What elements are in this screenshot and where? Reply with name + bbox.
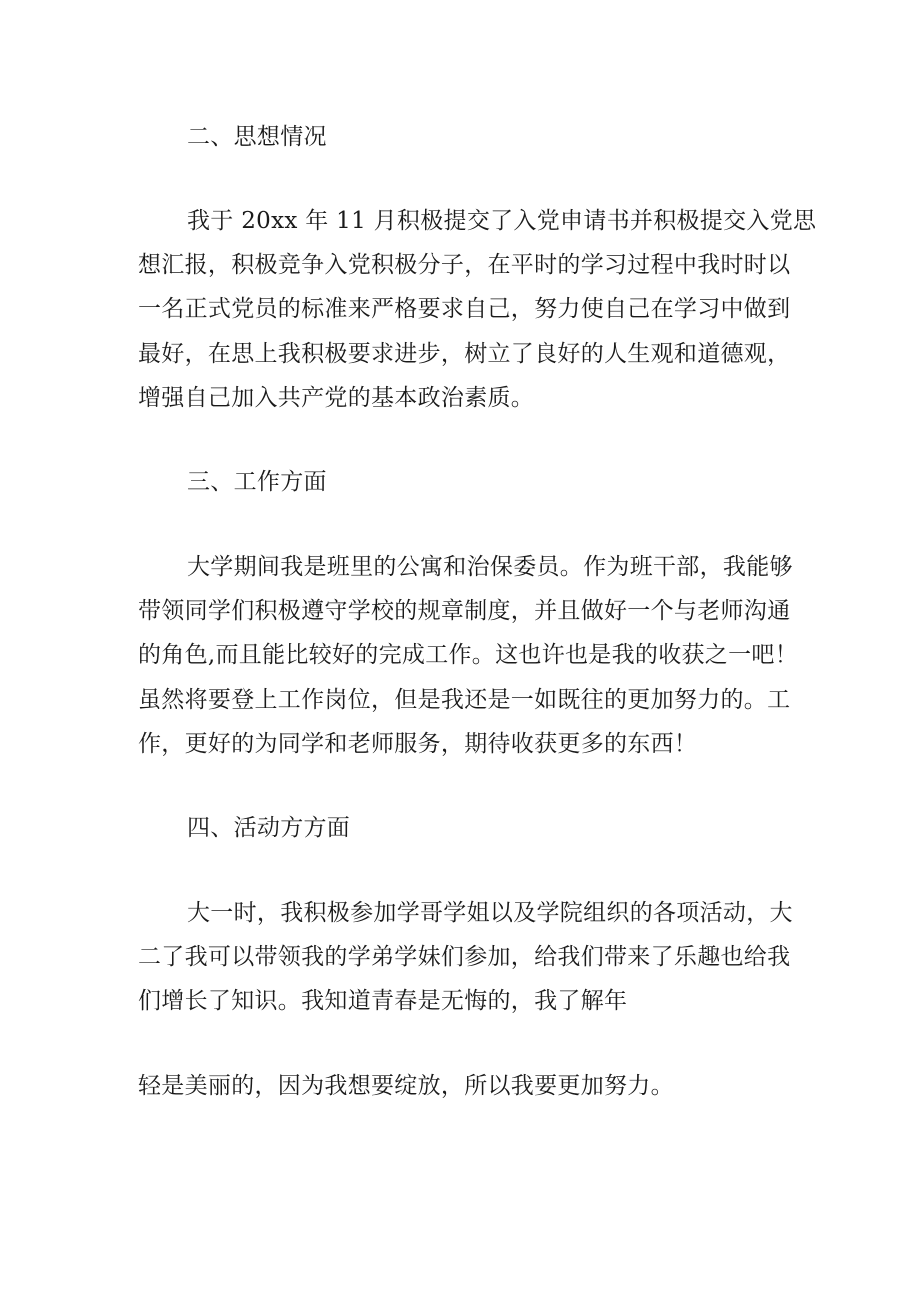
section-heading-activities: 四、活动方方面 (187, 815, 351, 841)
paragraph-line: 带领同学们积极遵守学校的规章制度，并且做好一个与老师沟通 (138, 598, 791, 624)
section-heading-work: 三、工作方面 (187, 469, 327, 495)
paragraph-line: 们增长了知识。我知道青春是无悔的，我了解年 (138, 988, 628, 1014)
paragraph-line: 二了我可以带领我的学弟学妹们参加，给我们带来了乐趣也给我 (138, 944, 791, 970)
paragraph-line: 一名正式党员的标准来严格要求自己，努力使自己在学习中做到 (138, 296, 791, 322)
paragraph-line: 最好，在思上我积极要求进步，树立了良好的人生观和道德观， (138, 341, 791, 367)
paragraph-line: 大学期间我是班里的公寓和治保委员。作为班干部，我能够 (187, 554, 793, 580)
section-heading-thought: 二、思想情况 (187, 124, 327, 150)
paragraph-line: 的角色,而且能比较好的完成工作。这也许也是我的收获之一吧！ (138, 642, 799, 668)
paragraph-line: 想汇报，积极竞争入党积极分子，在平时的学习过程中我时时以 (138, 252, 791, 278)
continuation-line: 轻是美丽的，因为我想要绽放，所以我要更加努力。 (138, 1073, 674, 1099)
paragraph-line: 增强自己加入共产党的基本政治素质。 (138, 385, 535, 411)
paragraph-line: 虽然将要登上工作岗位，但是我还是一如既往的更加努力的。工 (138, 687, 791, 713)
paragraph-line: 大一时，我积极参加学哥学姐以及学院组织的各项活动，大 (187, 900, 793, 926)
paragraph-line: 作，更好的为同学和老师服务，期待收获更多的东西！ (138, 731, 698, 757)
paragraph-line: 我于 20xx 年 11 月积极提交了入党申请书并积极提交入党思 (187, 208, 817, 234)
